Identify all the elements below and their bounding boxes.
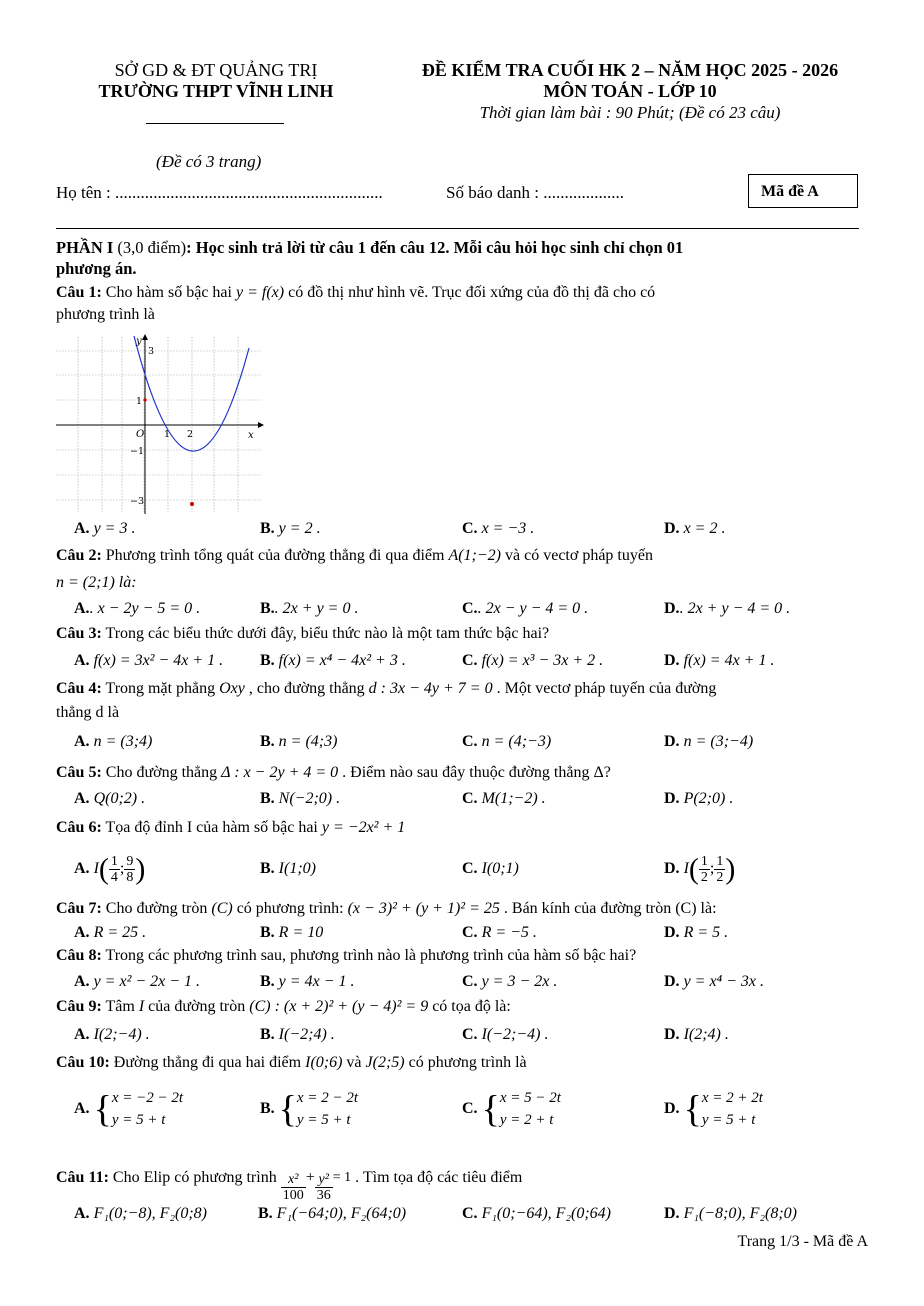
option-b[interactable]: B. f(x) = x⁴ − 4x² + 3 . xyxy=(260,652,406,669)
student-id-field[interactable]: Số báo danh : ................... xyxy=(446,183,625,202)
dept-name: SỞ GD & ĐT QUẢNG TRỊ xyxy=(114,60,318,80)
option-d[interactable]: D. F₁(−8;0), F₂(8;0) xyxy=(664,1205,797,1222)
header-divider xyxy=(56,228,859,229)
option-d[interactable]: D. P(2;0) . xyxy=(664,790,734,807)
question-10: Câu 10: Đường thẳng đi qua hai điểm I(0;6) và J(2;5) có phương trình là xyxy=(56,1054,527,1071)
option-b[interactable]: B. y = 2 . xyxy=(260,520,321,537)
option-d[interactable]: D. { x = 2 + 2t y = 5 + t xyxy=(664,1088,763,1131)
option-c[interactable]: C. y = 3 − 2x . xyxy=(462,973,558,990)
option-a[interactable]: A. I(2;−4) . xyxy=(74,1026,150,1043)
option-a[interactable]: A. y = 3 . xyxy=(74,520,136,537)
question-math: y = f(x) xyxy=(235,284,285,301)
x-tick-label: 1 xyxy=(164,429,171,440)
option-c[interactable]: C. M(1;−2) . xyxy=(462,790,546,807)
option-b[interactable]: B. { x = 2 − 2t y = 5 + t xyxy=(260,1088,358,1131)
origin-label: O xyxy=(136,429,145,440)
question-11: Câu 11: Cho Elip có phương trình $\frac{\text{x²}}{100}$ + $\frac{\text{y²}}{36}$ = 1 . Tìm tọa độ các tiêu điểm xyxy=(56,1169,523,1203)
option-a[interactable]: A. n = (3;4) xyxy=(74,733,153,750)
question-2-options xyxy=(0,598,924,620)
question-4: Câu 4: Trong mặt phẳng Oxy , cho đường thẳng d : 3x − 4y + 7 = 0 . Một vectơ pháp tuyến của đường xyxy=(56,680,717,697)
question-9-options xyxy=(0,1024,924,1046)
part1-instruction: : Học sinh trả lời từ câu 1 đến câu 12. Mỗi câu hỏi học sinh chỉ chọn 01 xyxy=(186,238,684,257)
y-axis-arrow xyxy=(142,334,148,340)
y-tick-label: −3 xyxy=(130,496,145,507)
option-b[interactable]: B. n = (4;3) xyxy=(260,733,338,750)
question-1-options xyxy=(0,518,924,540)
option-b[interactable]: B. F₁(−64;0), F₂(64;0) xyxy=(258,1205,407,1222)
name-field[interactable]: Họ tên : ............................................................... xyxy=(56,183,383,202)
question-2: Câu 2: Phương trình tổng quát của đường thẳng đi qua điểm A(1;−2) và có vectơ pháp tuyến xyxy=(56,547,653,564)
option-a[interactable]: A.. x − 2y − 5 = 0 . xyxy=(74,600,201,617)
option-d[interactable]: D. y = x⁴ − 3x . xyxy=(664,973,765,990)
option-a[interactable]: A. I( $\frac{1}{4}$ ; $\frac{9}{8}$ ) xyxy=(74,852,146,886)
option-c[interactable]: C. f(x) = x³ − 3x + 2 . xyxy=(462,652,604,669)
option-c[interactable]: C. I(−2;−4) . xyxy=(462,1026,549,1043)
question-2-cont: n = (2;1) là: xyxy=(56,574,137,591)
part1-heading xyxy=(56,238,683,258)
question-9: Câu 9: Tâm I của đường tròn (C) : (x + 2)² + (y − 4)² = 9 có tọa độ là: xyxy=(56,998,511,1015)
option-a[interactable]: A. Q(0;2) . xyxy=(74,790,146,807)
question-7-options xyxy=(0,922,924,944)
question-text: có đồ thị như hình vẽ. Trục đối xứng của đồ thị đã cho có xyxy=(284,284,656,301)
time-note: Thời gian làm bài : 90 Phút; (Đề có 23 câu) xyxy=(479,103,781,122)
y-axis-label: y xyxy=(136,336,142,347)
question-1 xyxy=(56,283,655,303)
y-tick-label: 1 xyxy=(136,396,143,407)
school-name: TRƯỜNG THPT VĨNH LINH xyxy=(98,81,334,101)
vertex-point xyxy=(190,502,194,506)
question-6-options xyxy=(0,846,924,892)
option-b[interactable]: B. N(−2;0) . xyxy=(260,790,341,807)
option-a[interactable]: A. { x = −2 − 2t y = 5 + t xyxy=(74,1088,184,1131)
exam-title: ĐỀ KIỂM TRA CUỐI HK 2 – NĂM HỌC 2025 - 2026 xyxy=(421,60,839,80)
question-text: Cho hàm số bậc hai xyxy=(101,284,236,301)
y-tick-label: 3 xyxy=(148,346,155,357)
question-8: Câu 8: Trong các phương trình sau, phương trình nào là phương trình của hàm số bậc hai? xyxy=(56,947,637,964)
question-4-options xyxy=(0,731,924,753)
page-footer: Trang 1/3 - Mã đề A xyxy=(737,1233,868,1250)
option-c[interactable]: C. x = −3 . xyxy=(462,520,535,537)
x-tick-label: 2 xyxy=(187,429,194,440)
question-label: Câu 1: xyxy=(56,284,102,301)
x-axis-arrow xyxy=(258,422,264,428)
question-7: Câu 7: Cho đường tròn (C) có phương trình: (x − 3)² + (y + 1)² = 25 . Bán kính của đường tròn (C) là: xyxy=(56,900,717,917)
part1-points: (3,0 điểm) xyxy=(117,238,187,257)
option-c[interactable]: C. I(0;1) xyxy=(462,860,519,877)
option-a[interactable]: A. f(x) = 3x² − 4x + 1 . xyxy=(74,652,224,669)
part1-instruction-cont: phương án. xyxy=(56,259,137,278)
x-axis-label: x xyxy=(248,430,254,441)
option-a[interactable]: A. y = x² − 2x − 1 . xyxy=(74,973,201,990)
header-rule xyxy=(146,123,284,124)
option-c[interactable]: C.. 2x − y − 4 = 0 . xyxy=(462,600,589,617)
option-c[interactable]: C. { x = 5 − 2t y = 2 + t xyxy=(462,1088,561,1131)
question-3-options xyxy=(0,650,924,672)
parabola-graph xyxy=(56,332,266,514)
option-b[interactable]: B. R = 10 xyxy=(260,924,324,941)
pages-note: (Đề có 3 trang) xyxy=(156,152,262,171)
option-c[interactable]: C. R = −5 . xyxy=(462,924,537,941)
option-d[interactable]: D. I(2;4) . xyxy=(664,1026,729,1043)
part1-title: PHẦN I xyxy=(56,238,114,257)
option-a[interactable]: A. F₁(0;−8), F₂(0;8) xyxy=(74,1205,207,1222)
option-d[interactable]: D. x = 2 . xyxy=(664,520,726,537)
subject-title: MÔN TOÁN - LỚP 10 xyxy=(543,81,717,101)
exam-code-box xyxy=(748,174,858,208)
question-5-options xyxy=(0,788,924,810)
option-c[interactable]: C. n = (4;−3) xyxy=(462,733,552,750)
option-d[interactable]: D. n = (3;−4) xyxy=(664,733,754,750)
question-10-options xyxy=(0,1084,924,1134)
question-8-options xyxy=(0,971,924,993)
question-6: Câu 6: Tọa độ đỉnh I của hàm số bậc hai y = −2x² + 1 xyxy=(56,819,406,836)
exam-code-text: Mã đề A xyxy=(761,183,819,200)
option-d[interactable]: D. I( $\frac{1}{2}$ ; $\frac{1}{2}$ ) xyxy=(664,852,736,886)
option-d[interactable]: D. R = 5 . xyxy=(664,924,729,941)
y-tick-label: −1 xyxy=(130,446,145,457)
question-5: Câu 5: Cho đường thẳng Δ : x − 2y + 4 = 0 . Điểm nào sau đây thuộc đường thẳng Δ? xyxy=(56,764,611,781)
option-b[interactable]: B. I(1;0) xyxy=(260,860,316,877)
option-c[interactable]: C. F₁(0;−64), F₂(0;64) xyxy=(462,1205,611,1222)
option-b[interactable]: B.. 2x + y = 0 . xyxy=(260,600,359,617)
option-b[interactable]: B. I(−2;4) . xyxy=(260,1026,335,1043)
option-d[interactable]: D. f(x) = 4x + 1 . xyxy=(664,652,775,669)
question-1-cont: phương trình là xyxy=(56,306,155,323)
question-3: Câu 3: Trong các biểu thức dưới đây, biểu thức nào là một tam thức bậc hai? xyxy=(56,625,550,642)
option-b[interactable]: B. y = 4x − 1 . xyxy=(260,973,355,990)
question-11-options xyxy=(0,1203,924,1225)
option-d[interactable]: D.. 2x + y − 4 = 0 . xyxy=(664,600,791,617)
option-a[interactable]: A. R = 25 . xyxy=(74,924,147,941)
y-intercept-point xyxy=(143,398,146,401)
question-4-cont: thẳng d là xyxy=(56,704,120,721)
